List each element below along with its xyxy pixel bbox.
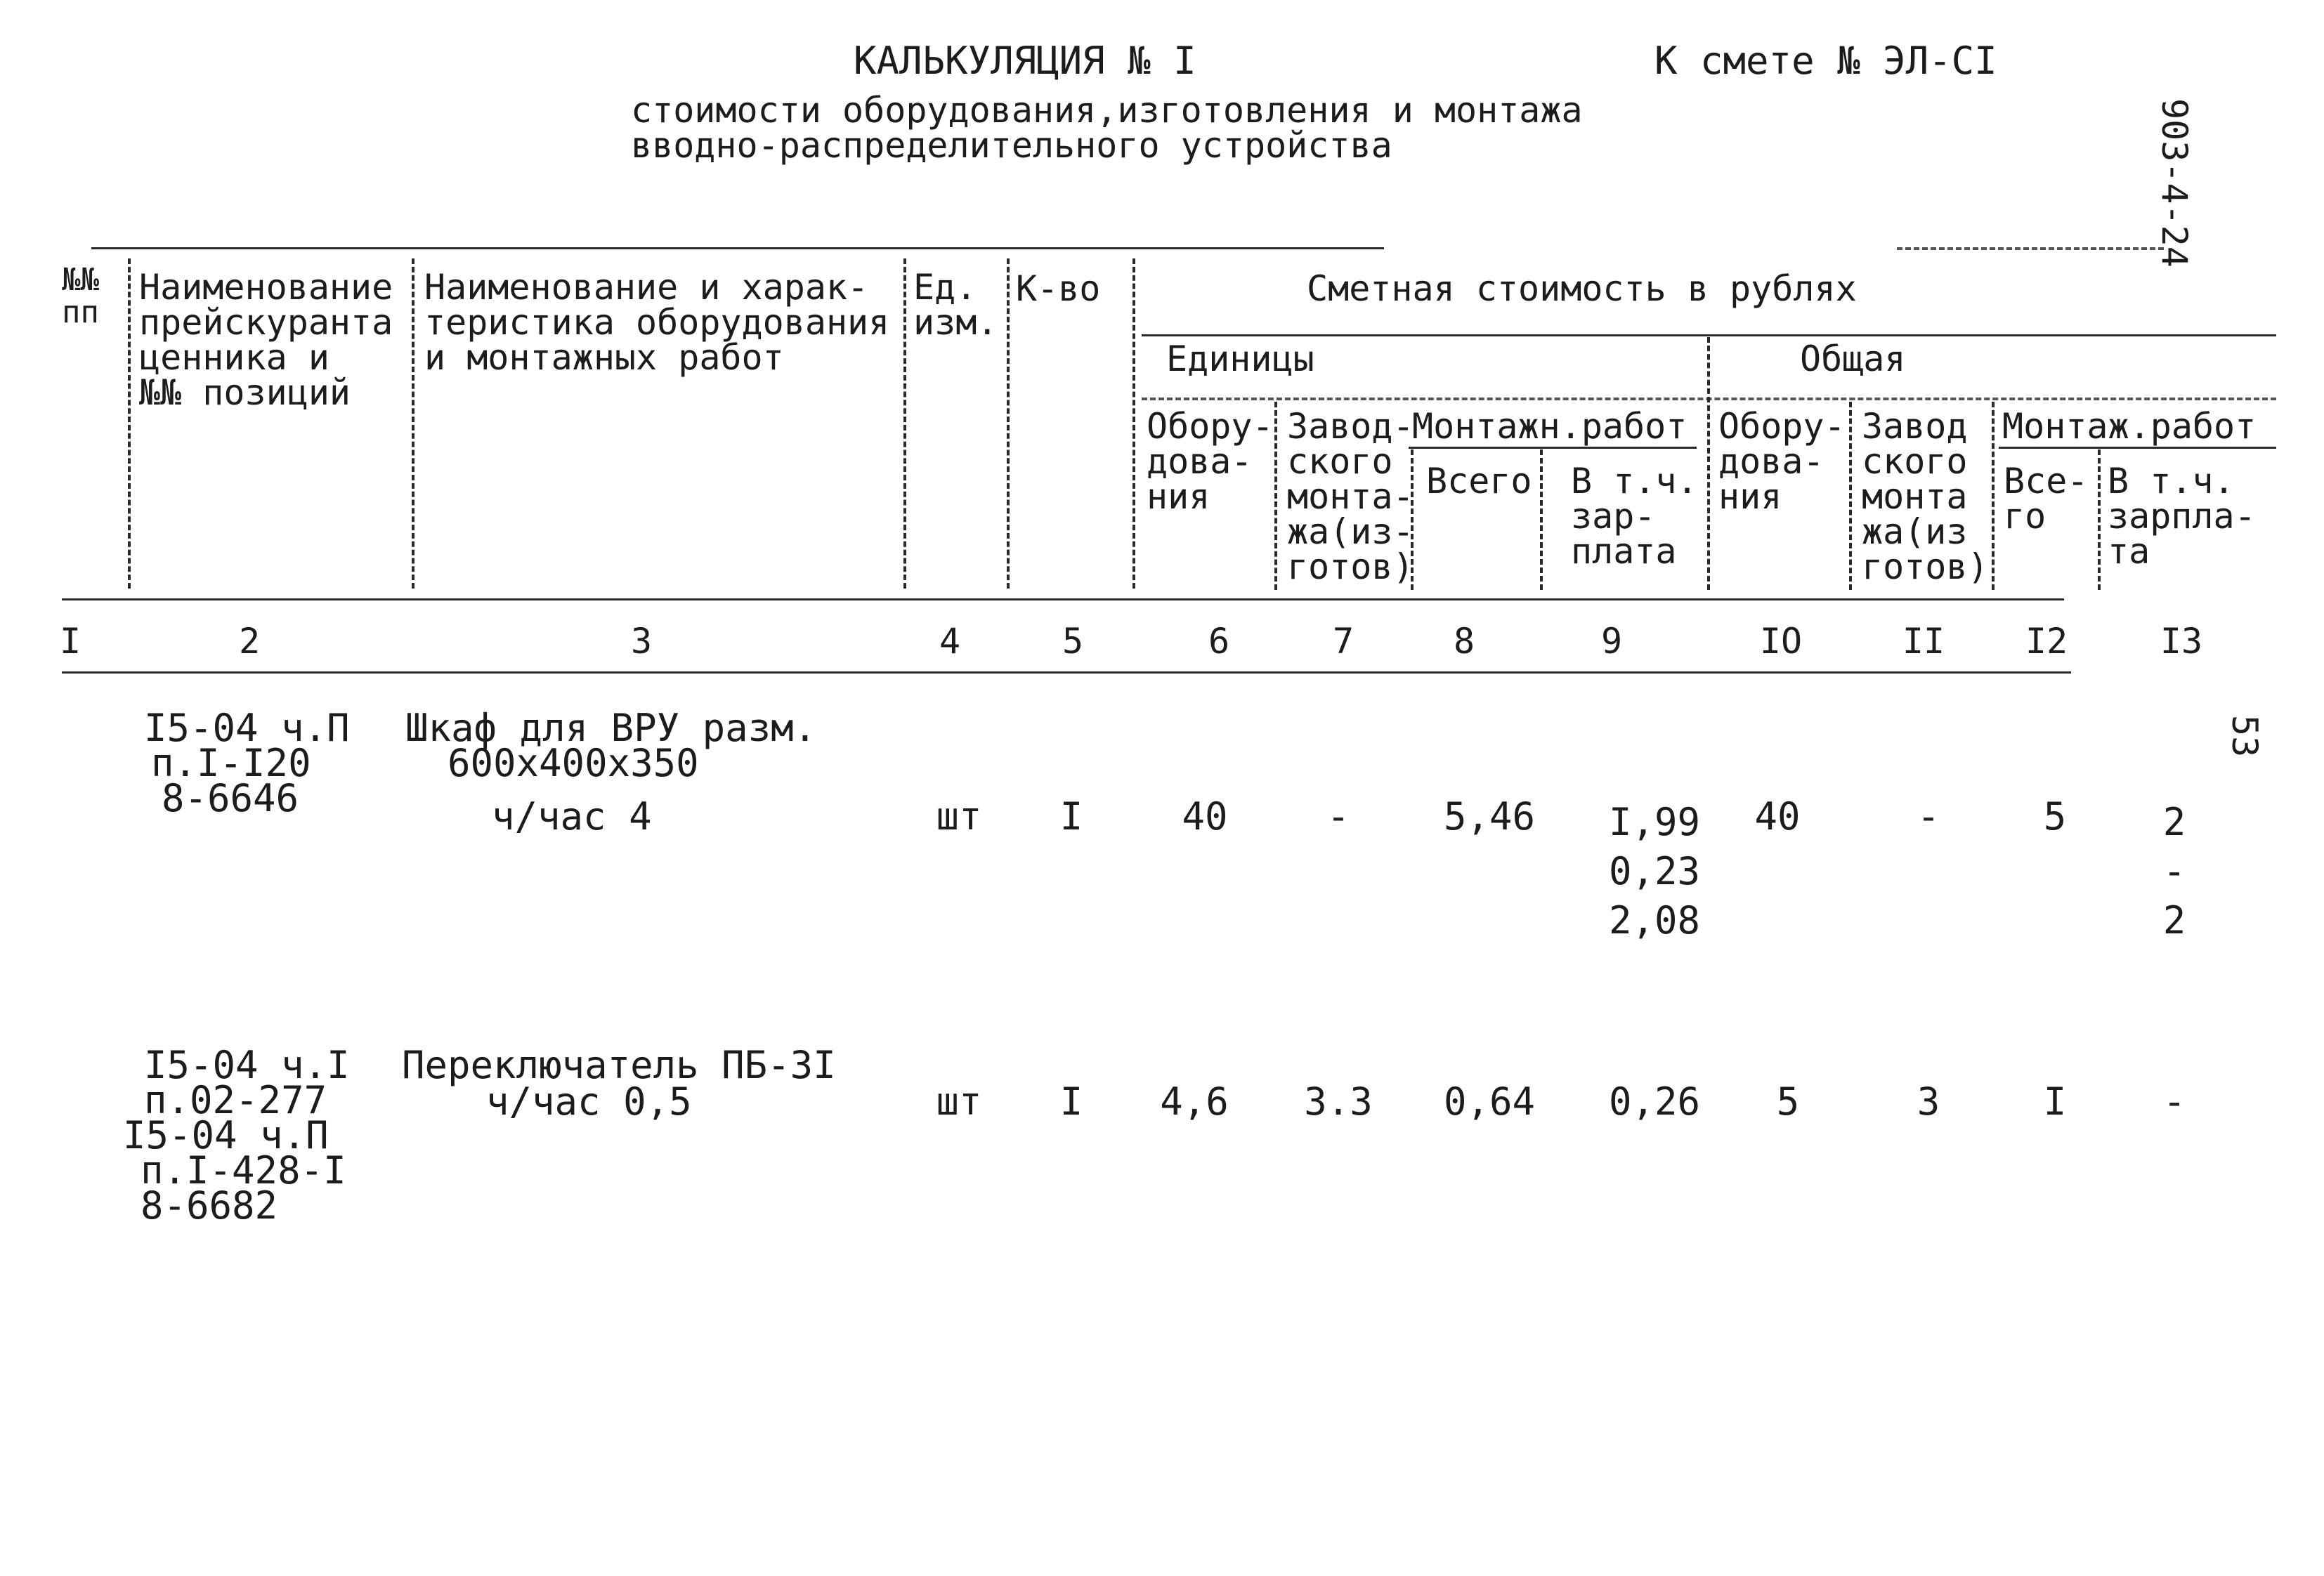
subtitle-line-1: стоимости оборудования,изготовления и монтажа — [631, 90, 1583, 131]
col-number: I3 — [2160, 621, 2203, 662]
row-labor-hours: ч/час 0,5 — [486, 1079, 692, 1124]
header-mont-total: Монтаж.работ — [2002, 406, 2257, 447]
row-item-name: Шкаф для ВРУ разм. 600x400x350 — [405, 706, 817, 785]
row-quantity: I — [1059, 794, 1083, 839]
subtitle-line-2: вводно-распределительного устройства — [631, 125, 1392, 166]
col-number: 4 — [939, 621, 961, 662]
col-sep — [1132, 258, 1135, 589]
col-sep — [128, 258, 131, 589]
header-col-4: Ед. изм. — [913, 267, 998, 343]
row-factory-total: - — [1917, 794, 1940, 839]
mont-unit-rule — [1409, 447, 1697, 449]
col-sep — [1540, 449, 1543, 590]
col-sep — [1849, 402, 1852, 590]
row-price-code: I5-04 ч.I п.02-277 I5-04 ч.П п.I-428-I 8-6682 — [123, 1043, 350, 1228]
estimate-reference: К смете № ЭЛ-CI — [1654, 39, 1997, 83]
row-equipment-total: 40 — [1754, 794, 1801, 839]
row-mount-total: I — [2043, 1079, 2067, 1124]
row-factory-unit: 3.3 — [1304, 1079, 1373, 1124]
row-unit: шт — [936, 1079, 982, 1124]
header-col-3: Наименование и харак- теристика оборудования и монтажных работ — [424, 267, 890, 378]
col-sep — [412, 258, 414, 589]
header-col-13: В т.ч. зарпла- та — [2108, 461, 2256, 572]
row-factory-unit: - — [1326, 794, 1350, 839]
header-col-6: Обору- дова- ния — [1147, 406, 1274, 517]
col-number: 2 — [238, 621, 261, 662]
row-equipment-unit: 40 — [1182, 794, 1228, 839]
col-sep — [1007, 258, 1010, 589]
row-unit: шт — [936, 794, 982, 839]
header-col-9: В т.ч. зар- плата — [1571, 461, 1698, 572]
col-sep — [1274, 402, 1277, 590]
header-col-5: К-во — [1016, 268, 1101, 309]
header-group-cost: Сметная стоимость в рублях — [1307, 268, 1857, 309]
col-number: I — [59, 621, 81, 662]
header-group-total: Общая — [1800, 339, 1906, 379]
document-title: КАЛЬКУЛЯЦИЯ № I — [854, 39, 1196, 83]
margin-code: 903-4-24 — [2154, 98, 2195, 268]
header-col-11: Завод ского монта жа(из готов) — [1862, 406, 1989, 587]
row-factory-total: 3 — [1917, 1079, 1940, 1124]
margin-page-number: 53 — [2224, 715, 2265, 758]
row-price-code: I5-04 ч.П п.I-I20 8-6646 — [144, 706, 350, 820]
col-number: I2 — [2025, 621, 2068, 662]
row-mount-total: 5 — [2043, 794, 2067, 839]
row-equipment-unit: 4,6 — [1160, 1079, 1229, 1124]
row-equipment-total: 5 — [1776, 1079, 1800, 1124]
mont-total-rule — [1999, 447, 2276, 449]
col-sep — [1992, 402, 1995, 590]
row-mount-unit-wage: I,99 0,23 2,08 — [1608, 800, 1700, 943]
row-mount-unit-total: 0,64 — [1443, 1079, 1536, 1124]
col-number: II — [1902, 621, 1945, 662]
col-sep — [2098, 449, 2101, 590]
group-rule — [1142, 334, 2276, 336]
row-mount-wage-total: - — [2162, 1079, 2186, 1124]
header-col-7: Завод- ского монта- жа(из- готов) — [1287, 406, 1414, 587]
table-top-rule-end — [1897, 247, 2164, 250]
header-col-8: Всего — [1426, 461, 1532, 501]
row-mount-unit-total: 5,46 — [1443, 794, 1536, 839]
row-mount-unit-wage: 0,26 — [1608, 1079, 1700, 1124]
header-col-1: №№ пп — [62, 262, 99, 330]
header-col-10: Обору- дова- ния — [1718, 406, 1846, 517]
col-number: 6 — [1208, 621, 1230, 662]
col-number: 9 — [1600, 621, 1623, 662]
col-number: 8 — [1453, 621, 1475, 662]
col-number: 5 — [1062, 621, 1084, 662]
col-sep — [1707, 337, 1710, 590]
header-col-12: Все- го — [2004, 461, 2089, 537]
col-number: IO — [1759, 621, 1803, 662]
header-bottom-rule — [62, 598, 2064, 600]
col-number: 3 — [630, 621, 653, 662]
col-number: 7 — [1332, 621, 1354, 662]
row-quantity: I — [1059, 1079, 1083, 1124]
col-sep — [903, 258, 906, 589]
row-item-name: Переключатель ПБ-3I — [402, 1043, 836, 1087]
row-mount-wage-total: 2 - 2 — [2162, 800, 2186, 943]
column-number-rule — [62, 671, 2071, 674]
table-top-rule — [91, 247, 1384, 249]
header-col-2: Наименование прейскуранта ценника и №№ позиций — [139, 267, 393, 413]
row-labor-hours: ч/час 4 — [492, 794, 652, 839]
header-mont-unit: Монтажн.работ — [1412, 406, 1687, 447]
header-group-unit: Единицы — [1166, 339, 1314, 379]
